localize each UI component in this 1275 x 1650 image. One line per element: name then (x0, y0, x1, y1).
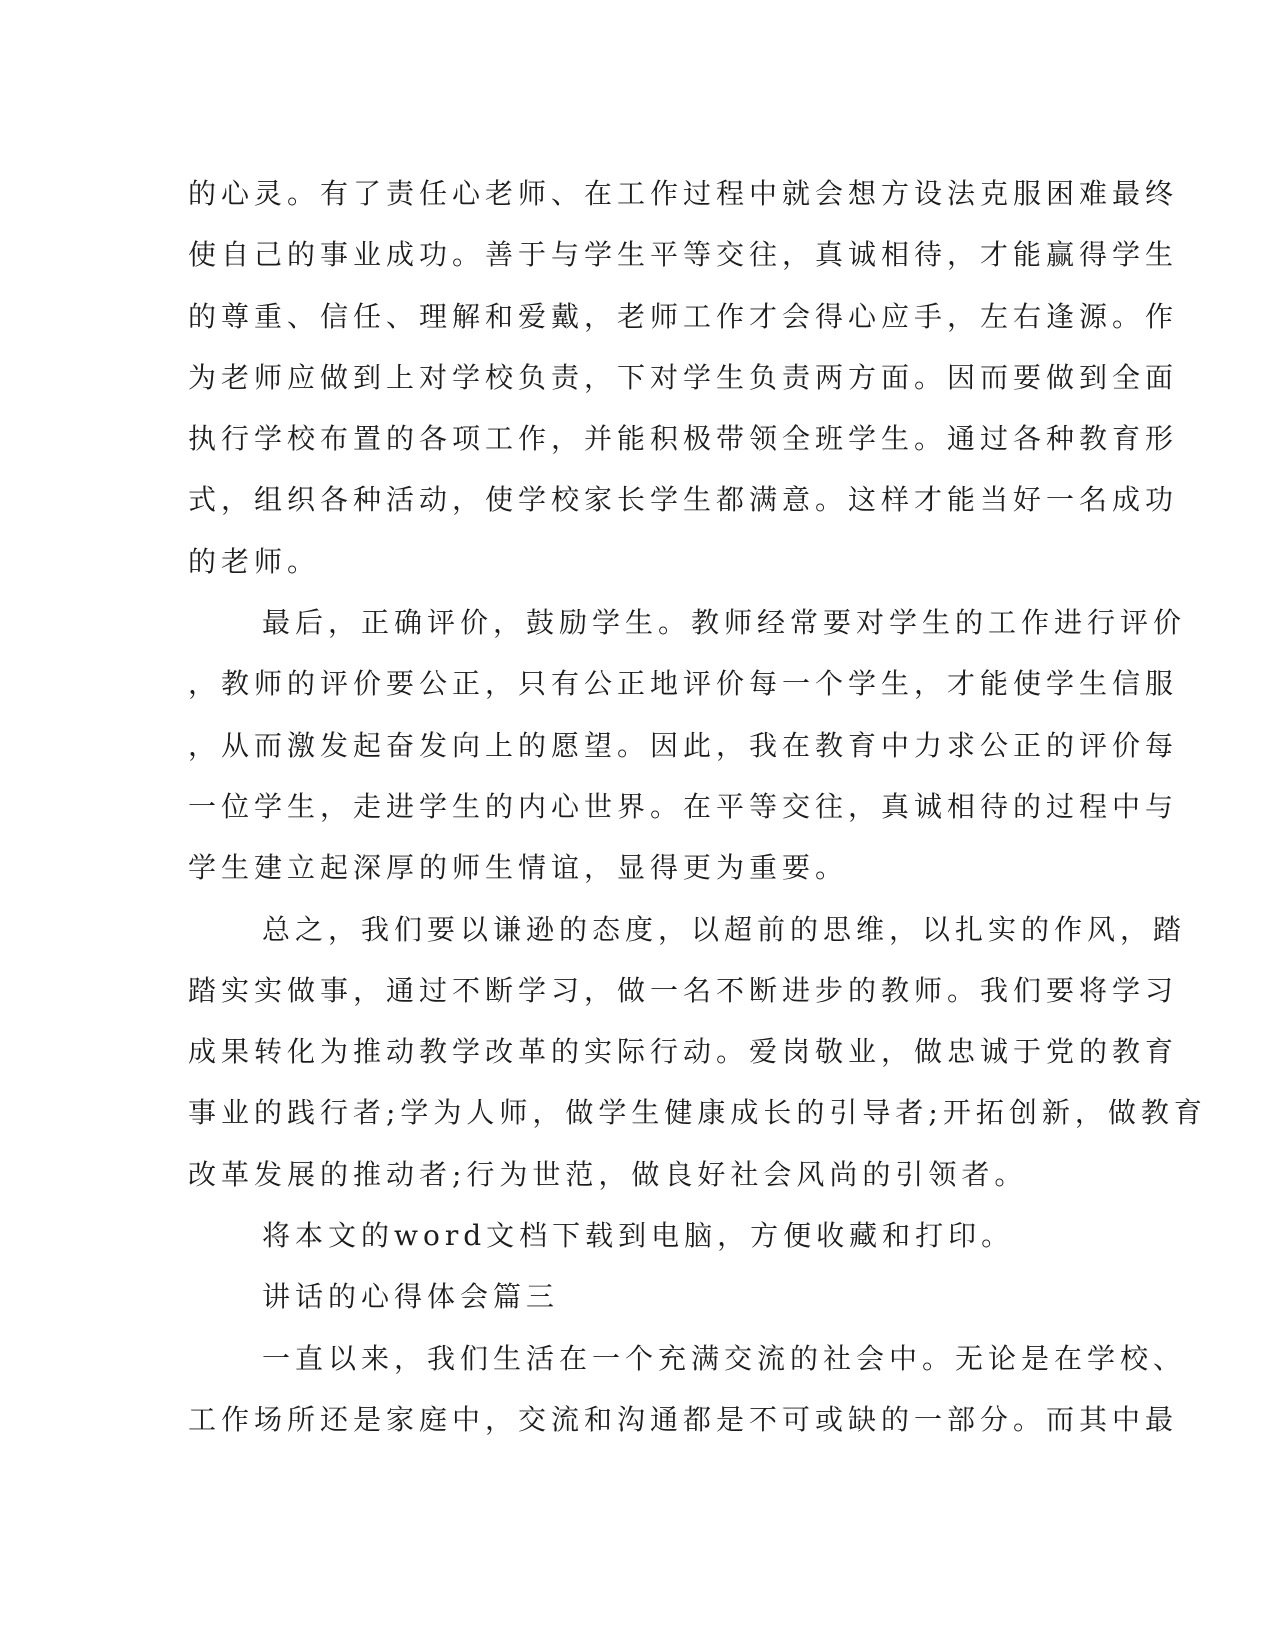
text-line: 工作场所还是家庭中，交流和沟通都是不可或缺的一部分。而其中最 (188, 1402, 1179, 1436)
text-line: 的尊重、信任、理解和爱戴，老师工作才会得心应手，左右逢源。作 (188, 299, 1179, 333)
paragraph-start-line: 总之，我们要以谦逊的态度，以超前的思维，以扎实的作风，踏 (262, 912, 1187, 946)
text-line: 为老师应做到上对学校负责，下对学生负责两方面。因而要做到全面 (188, 360, 1179, 394)
text-line: 使自己的事业成功。善于与学生平等交往，真诚相待，才能赢得学生 (188, 238, 1179, 272)
text-line: ，教师的评价要公正，只有公正地评价每一个学生，才能使学生信服 (188, 667, 1179, 701)
text-line: 执行学校布置的各项工作，并能积极带领全班学生。通过各种教育形 (188, 422, 1179, 456)
text-line: 学生建立起深厚的师生情谊，显得更为重要。 (188, 851, 849, 885)
text-line: 改革发展的推动者;行为世范，做良好社会风尚的引领者。 (188, 1157, 1028, 1191)
text-line: 的心灵。有了责任心老师、在工作过程中就会想方设法克服困难最终 (188, 177, 1179, 210)
text-line: 成果转化为推动教学改革的实际行动。爱岗敬业，做忠诚于党的教育 (188, 1035, 1179, 1069)
text-line: 式，组织各种活动，使学校家长学生都满意。这样才能当好一名成功 (188, 483, 1179, 517)
section-heading: 讲话的心得体会篇三 (262, 1280, 560, 1314)
text-line: 事业的践行者;学为人师，做学生健康成长的引导者;开拓创新，做教育 (188, 1096, 1207, 1130)
body-text (188, 163, 1207, 1450)
text-line: 踏实实做事，通过不断学习，做一名不断进步的教师。我们要将学习 (188, 973, 1179, 1007)
text-line: 的老师。 (188, 544, 321, 578)
paragraph-start-line: 一直以来，我们生活在一个充满交流的社会中。无论是在学校、 (262, 1341, 1187, 1375)
text-line: ，从而激发起奋发向上的愿望。因此，我在教育中力求公正的评价每 (188, 728, 1179, 762)
text-line: 一位学生，走进学生的内心世界。在平等交往，真诚相待的过程中与 (188, 789, 1179, 823)
paragraph-start-line: 最后，正确评价，鼓励学生。教师经常要对学生的工作进行评价 (262, 606, 1187, 640)
download-note: 将本文的word文档下载到电脑，方便收藏和打印。 (262, 1219, 1015, 1253)
